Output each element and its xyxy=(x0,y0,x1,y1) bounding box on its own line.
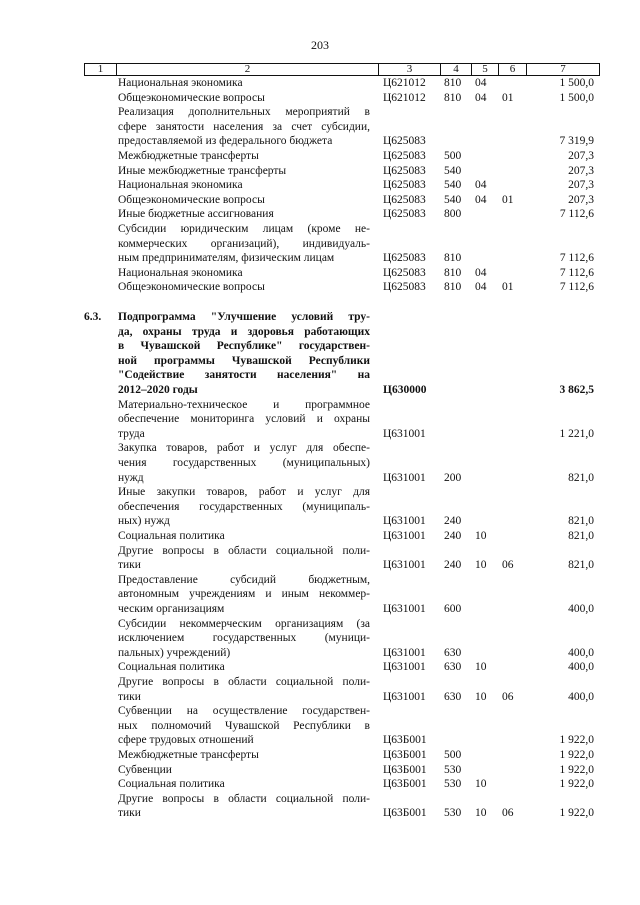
row-description-line: ных) нужд xyxy=(118,515,170,528)
expense-type: 800 xyxy=(444,208,462,221)
table-row xyxy=(0,618,640,662)
amount: 1 922,0 xyxy=(559,807,594,820)
subsection-code: 01 xyxy=(502,193,514,206)
amount: 207,3 xyxy=(568,164,594,177)
row-description-line: Иные межбюджетные трансферты xyxy=(118,164,287,177)
expense-type: 630 xyxy=(444,646,462,659)
amount: 7 112,6 xyxy=(559,281,594,294)
target-code: Ц631001 xyxy=(383,427,426,440)
row-description-line: Иные бюджетные ассигнования xyxy=(118,208,274,221)
row-description-line: Реализация дополнительных мероприятий в xyxy=(118,106,370,119)
table-row xyxy=(0,281,640,296)
row-description-line: ным предпринимателям, физическим лицам xyxy=(118,252,335,265)
amount: 400,0 xyxy=(568,646,594,659)
expense-type: 530 xyxy=(444,807,462,820)
row-description-line: Подпрограмма "Улучшение условий тру- xyxy=(118,311,370,323)
target-code: Ц625083 xyxy=(383,179,426,192)
amount: 7 112,6 xyxy=(559,252,594,265)
row-description-line: коммерческих организаций), индивидуаль- xyxy=(118,237,370,250)
expense-type: 630 xyxy=(444,661,462,674)
table-row xyxy=(0,150,640,165)
subsection-code: 06 xyxy=(502,559,514,572)
row-description-line: Социальная политика xyxy=(118,530,225,542)
target-code: Ц621012 xyxy=(383,91,426,104)
table-row xyxy=(0,764,640,779)
section-code: 10 xyxy=(475,778,487,791)
amount: 3 862,5 xyxy=(559,384,594,396)
table-row xyxy=(0,399,640,443)
row-description-line: чения государственных (муниципальных) xyxy=(118,456,370,469)
table-row xyxy=(0,749,640,764)
row-description-line: Общеэкономические вопросы xyxy=(118,91,265,104)
row-description-line: Национальная экономика xyxy=(118,266,243,279)
row-description-line: тики xyxy=(118,690,141,703)
row-description-line: "Содействие занятости населения" на xyxy=(118,369,370,382)
expense-type: 530 xyxy=(444,778,462,791)
column-header: 2 xyxy=(117,64,379,76)
expense-type: 530 xyxy=(444,763,462,776)
row-description-line: исключением государственных (муници- xyxy=(118,632,370,645)
amount: 1 500,0 xyxy=(559,91,594,104)
amount: 400,0 xyxy=(568,602,594,615)
table-row xyxy=(0,442,640,486)
row-description-line: ческим организациям xyxy=(118,602,225,615)
amount: 1 922,0 xyxy=(559,749,594,761)
column-header: 6 xyxy=(499,64,527,76)
expense-type: 810 xyxy=(444,266,462,279)
row-description-line: Национальная экономика xyxy=(118,179,243,192)
expense-type: 500 xyxy=(444,749,462,761)
target-code: Ц625083 xyxy=(383,266,426,279)
row-description-line: Общеэкономические вопросы xyxy=(118,281,265,294)
amount: 1 221,0 xyxy=(559,427,594,440)
row-description-line: Социальная политика xyxy=(118,661,225,674)
row-description-line: Иные закупки товаров, работ и услуг для xyxy=(118,486,370,499)
row-description-line: да, охраны труда и здоровья работающих xyxy=(118,325,370,338)
row-description-line: обеспечения государственных (муниципаль- xyxy=(118,500,370,513)
expense-type: 240 xyxy=(444,515,462,528)
section-code: 10 xyxy=(475,530,487,542)
row-description-line: нужд xyxy=(118,471,144,484)
amount: 400,0 xyxy=(568,690,594,703)
row-description-line: Социальная политика xyxy=(118,778,225,791)
section-number: 6.3. xyxy=(84,311,102,323)
subsection-code: 06 xyxy=(502,807,514,820)
column-header-row xyxy=(84,63,600,76)
expense-type: 200 xyxy=(444,471,462,484)
target-code: Ц63Б001 xyxy=(383,749,427,761)
row-description-line: в Чувашской Республике" государствен- xyxy=(118,340,370,353)
table-row xyxy=(0,778,640,793)
amount: 1 922,0 xyxy=(559,778,594,791)
target-code: Ц631001 xyxy=(383,471,426,484)
amount: 7 112,6 xyxy=(559,266,594,279)
expense-type: 540 xyxy=(444,193,462,206)
expense-type: 810 xyxy=(444,77,462,89)
table-row xyxy=(0,179,640,194)
row-description-line: Субсидии некоммерческим организациям (за xyxy=(118,617,370,630)
row-description-line: ных полномочий Чувашской Республики в xyxy=(118,719,370,732)
amount: 821,0 xyxy=(568,559,594,572)
amount: 7 112,6 xyxy=(559,208,594,221)
subprogram-row xyxy=(0,311,640,399)
row-description-line: Другие вопросы в области социальной поли- xyxy=(118,676,370,688)
amount: 7 319,9 xyxy=(559,135,594,148)
target-code: Ц625083 xyxy=(383,281,426,294)
row-description-line: Закупка товаров, работ и услуг для обеспе- xyxy=(118,442,370,455)
expense-type: 810 xyxy=(444,252,462,265)
row-description-line: тики xyxy=(118,807,141,820)
row-description-line: Предоставление субсидий бюджетным, xyxy=(118,573,370,586)
table-row xyxy=(0,530,640,545)
table-row xyxy=(0,676,640,705)
target-code: Ц625083 xyxy=(383,164,426,177)
row-description-line: Другие вопросы в области социальной поли- xyxy=(118,544,370,557)
row-description-line: Общеэкономические вопросы xyxy=(118,193,265,206)
column-header: 5 xyxy=(472,64,499,76)
table-row xyxy=(0,194,640,209)
table-row xyxy=(0,165,640,180)
row-description-line: обеспечение мониторинга условий и охраны xyxy=(118,413,370,426)
expense-type: 810 xyxy=(444,91,462,104)
table-row xyxy=(0,92,640,107)
page-number: 203 xyxy=(311,38,329,52)
table-row xyxy=(0,545,640,574)
target-code: Ц625083 xyxy=(383,208,426,221)
expense-type: 240 xyxy=(444,530,462,542)
row-description-line: пальных) учреждений) xyxy=(118,646,231,659)
amount: 207,3 xyxy=(568,179,594,192)
target-code: Ц625083 xyxy=(383,252,426,265)
section-code: 04 xyxy=(475,281,487,294)
target-code: Ц631001 xyxy=(383,690,426,703)
target-code: Ц625083 xyxy=(383,150,426,162)
section-code: 04 xyxy=(475,266,487,279)
target-code: Ц625083 xyxy=(383,135,426,148)
row-description-line: Материально-техническое и программное xyxy=(118,398,370,411)
target-code: Ц63Б001 xyxy=(383,734,427,747)
table-row xyxy=(0,106,640,150)
row-description-line: Другие вопросы в области социальной поли- xyxy=(118,792,370,805)
row-description-line: Межбюджетные трансферты xyxy=(118,749,259,761)
expense-type: 600 xyxy=(444,602,462,615)
amount: 821,0 xyxy=(568,515,594,528)
column-header: 3 xyxy=(379,64,441,76)
expense-type: 240 xyxy=(444,559,462,572)
section-code: 04 xyxy=(475,179,487,192)
section-code: 10 xyxy=(475,559,487,572)
amount: 207,3 xyxy=(568,150,594,162)
amount: 1 922,0 xyxy=(559,763,594,776)
section-code: 10 xyxy=(475,661,487,674)
target-code: Ц631001 xyxy=(383,559,426,572)
row-description-line: тики xyxy=(118,559,141,572)
expense-type: 810 xyxy=(444,281,462,294)
target-code: Ц631001 xyxy=(383,602,426,615)
row-description-line: Субсидии юридическим лицам (кроме не- xyxy=(118,223,370,235)
table-row xyxy=(0,793,640,822)
row-description-line: сфере трудовых отношений xyxy=(118,734,254,747)
amount: 207,3 xyxy=(568,193,594,206)
row-description-line: ной программы Чувашской Республики xyxy=(118,354,370,367)
expense-type: 500 xyxy=(444,150,462,162)
expense-type: 540 xyxy=(444,164,462,177)
column-header: 4 xyxy=(441,64,472,76)
expense-type: 630 xyxy=(444,690,462,703)
amount: 1 922,0 xyxy=(559,734,594,747)
table-row xyxy=(0,705,640,749)
table-row xyxy=(0,208,640,223)
section-code: 04 xyxy=(475,77,487,89)
amount: 400,0 xyxy=(568,661,594,674)
table-row xyxy=(0,661,640,676)
target-code: Ц631001 xyxy=(383,646,426,659)
target-code: Ц630000 xyxy=(383,384,427,396)
amount: 1 500,0 xyxy=(559,77,594,89)
target-code: Ц63Б001 xyxy=(383,763,427,776)
table-row xyxy=(0,223,640,267)
subsection-code: 01 xyxy=(502,91,514,104)
row-description-line: Межбюджетные трансферты xyxy=(118,150,259,162)
row-description-line: Национальная экономика xyxy=(118,77,243,89)
row-description-line: Субвенции xyxy=(118,763,172,776)
row-description-line: 2012–2020 годы xyxy=(118,384,198,396)
target-code: Ц621012 xyxy=(383,77,426,89)
table-row xyxy=(0,77,640,92)
target-code: Ц63Б001 xyxy=(383,807,427,820)
target-code: Ц631001 xyxy=(383,530,426,542)
row-description-line: предоставляемой из федерального бюджета xyxy=(118,135,333,148)
row-description-line: труда xyxy=(118,427,145,440)
amount: 821,0 xyxy=(568,530,594,542)
amount: 821,0 xyxy=(568,471,594,484)
section-code: 10 xyxy=(475,690,487,703)
row-description-line: Субвенции на осуществление государствен- xyxy=(118,705,370,718)
subsection-code: 01 xyxy=(502,281,514,294)
table-row xyxy=(0,267,640,282)
target-code: Ц63Б001 xyxy=(383,778,427,791)
section-code: 04 xyxy=(475,193,487,206)
section-code: 10 xyxy=(475,807,487,820)
column-header: 1 xyxy=(97,63,104,75)
section-code: 04 xyxy=(475,91,487,104)
row-description-line: автономным учреждениям и иным некоммер- xyxy=(118,588,370,601)
table-row xyxy=(0,486,640,530)
row-description-line: сфере занятости населения за счет субсидии, xyxy=(118,120,370,133)
subsection-code: 06 xyxy=(502,690,514,703)
table-row xyxy=(0,574,640,618)
target-code: Ц625083 xyxy=(383,193,426,206)
expense-type: 540 xyxy=(444,179,462,192)
target-code: Ц631001 xyxy=(383,661,426,674)
target-code: Ц631001 xyxy=(383,515,426,528)
column-header: 7 xyxy=(527,64,600,76)
